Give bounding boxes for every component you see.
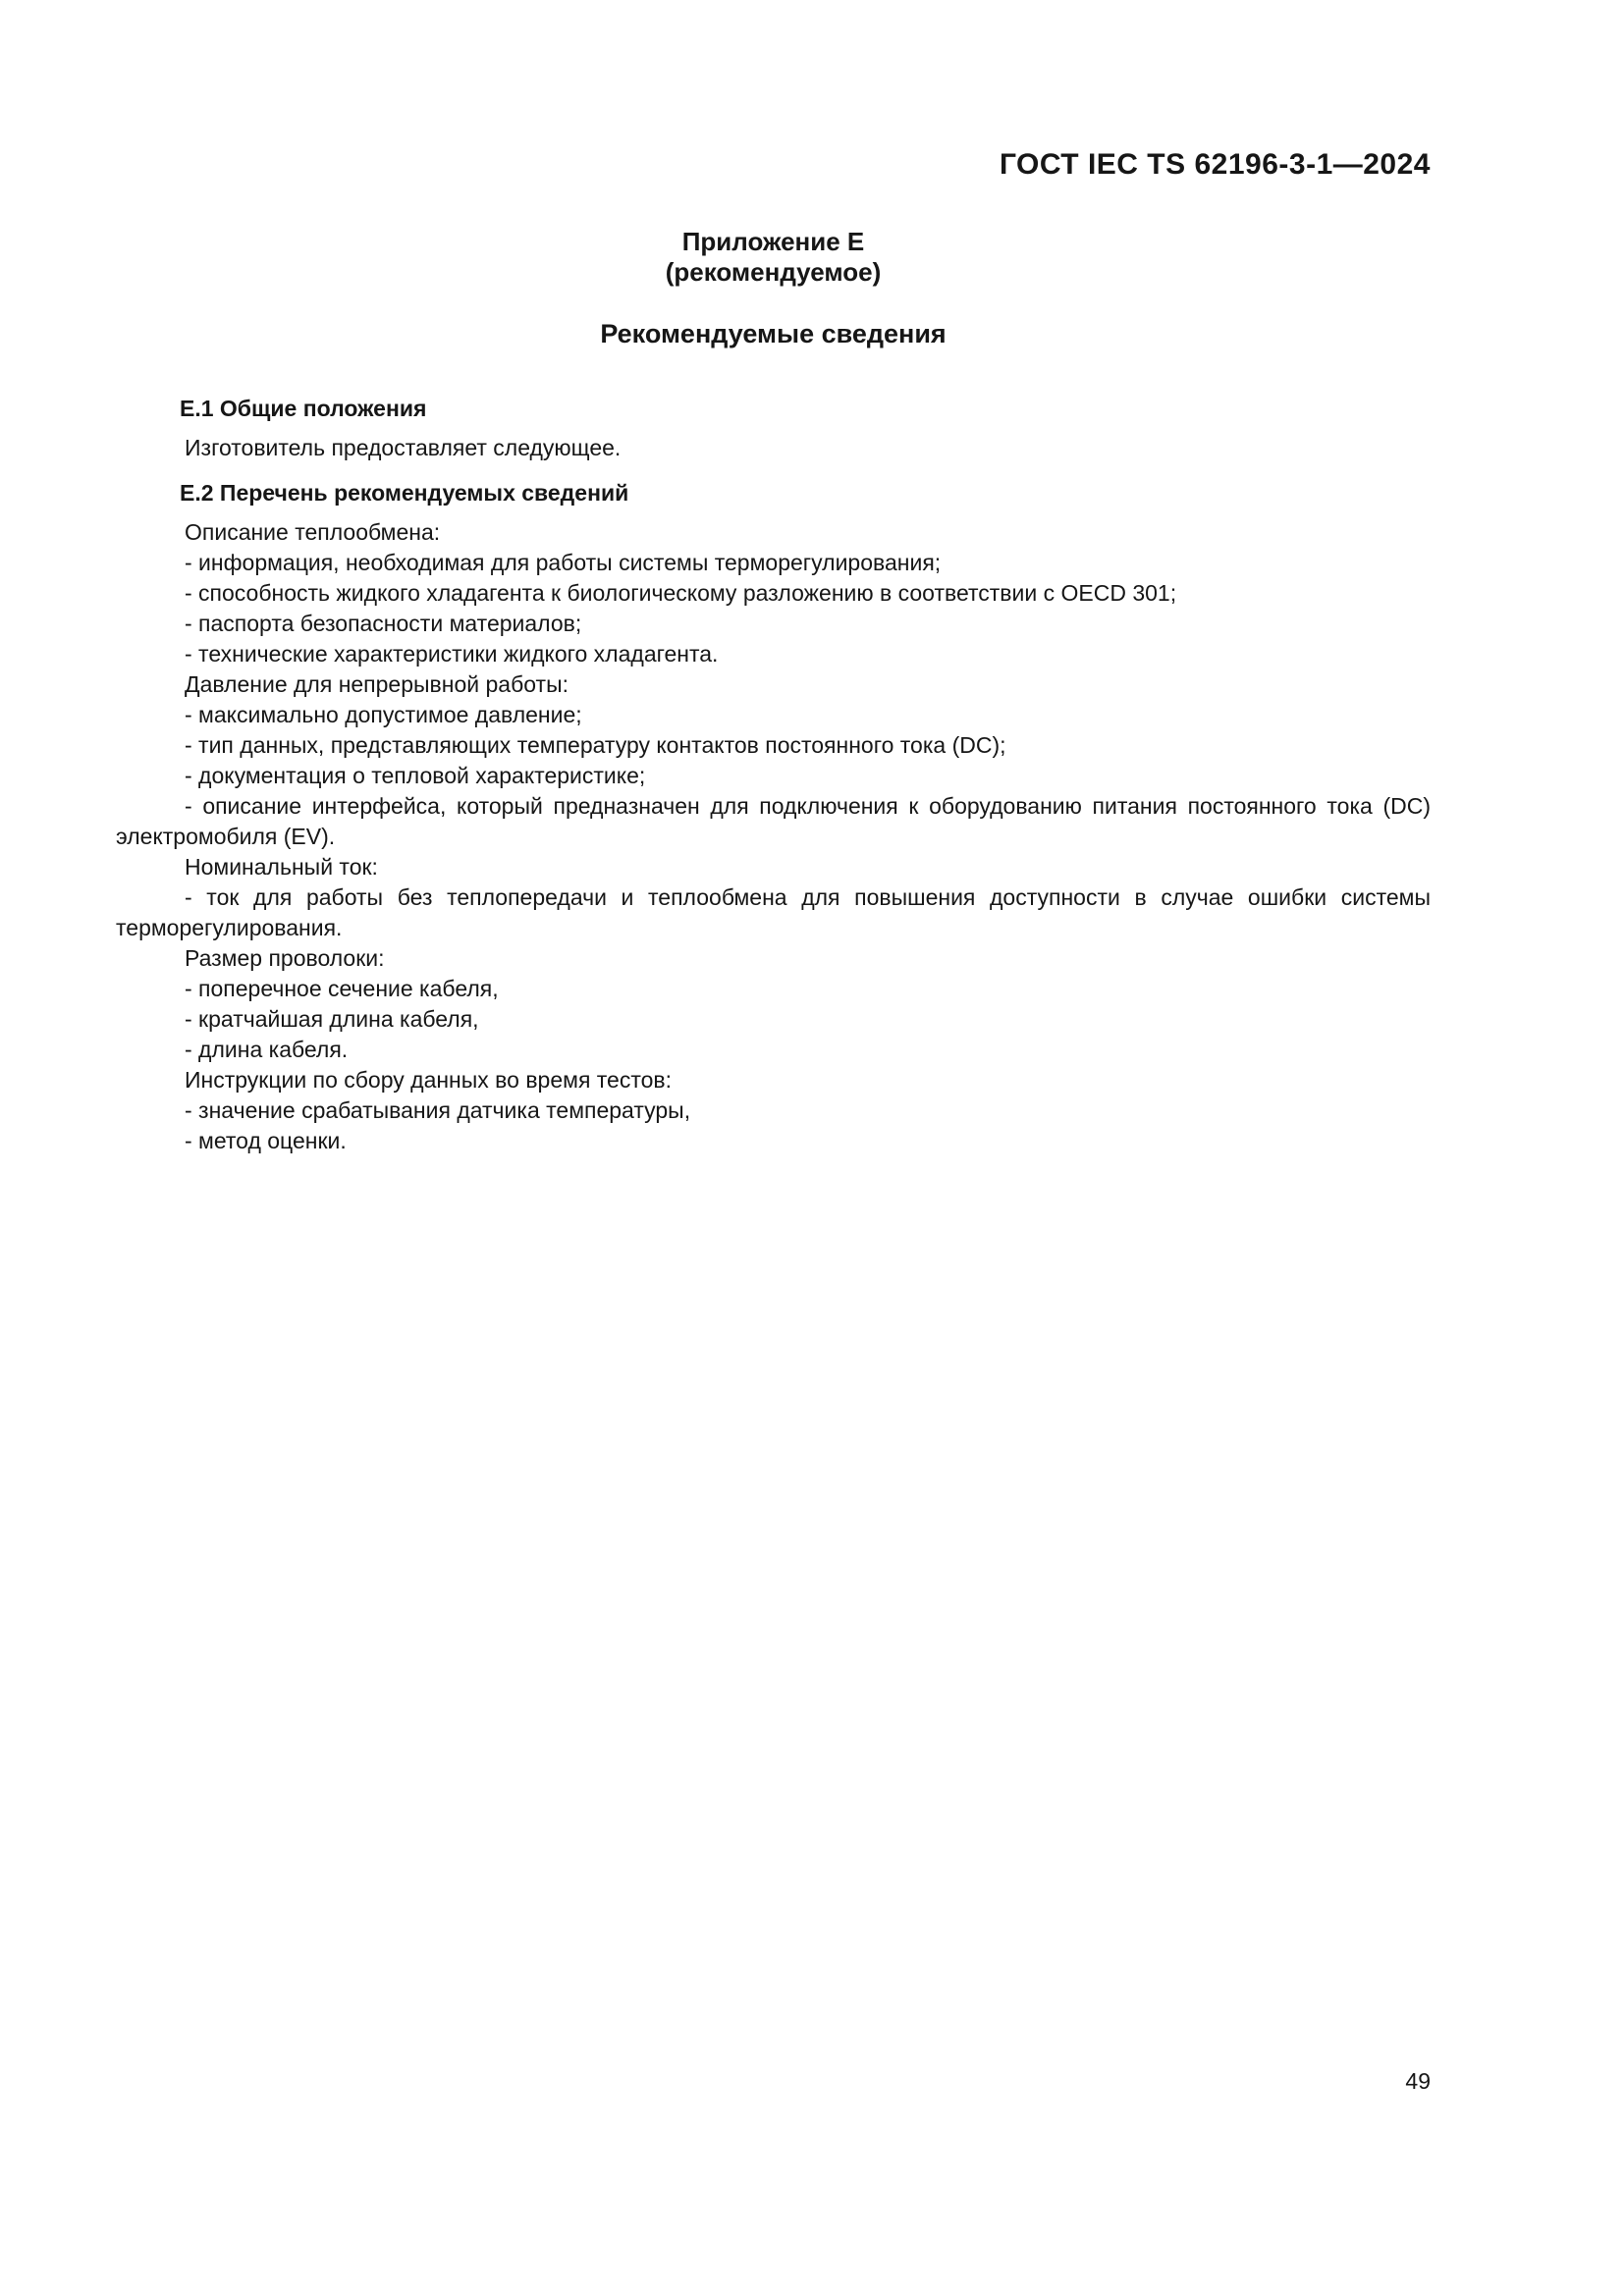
page-content	[116, 0, 1431, 1156]
list-item: - ток для работы без теплопередачи и теплообмена для повышения доступности в случае ошибки системы терморегулирования.	[116, 884, 1431, 940]
list-item: - документация о тепловой характеристике;	[185, 763, 646, 788]
list-item: - значение срабатывания датчика температуры,	[185, 1097, 691, 1123]
list-item: - информация, необходимая для работы системы терморегулирования;	[185, 550, 942, 575]
paragraph: Давление для непрерывной работы:	[185, 671, 568, 697]
list-item: - метод оценки.	[185, 1128, 347, 1153]
section-heading: Е.2 Перечень рекомендуемых сведений	[180, 480, 629, 506]
appendix-label-line2: (рекомендуемое)	[665, 257, 882, 287]
list-item: - длина кабеля.	[185, 1037, 349, 1062]
appendix-label-line1: Приложение Е	[681, 227, 865, 256]
appendix-title	[116, 227, 1431, 288]
list-item: - поперечное сечение кабеля,	[185, 976, 499, 1001]
list-item: - описание интерфейса, который предназначен для подключения к оборудованию питания постоянного тока (DC) электромобиля (EV).	[116, 793, 1431, 849]
paragraph: Инструкции по сбору данных во время тестов:	[185, 1067, 673, 1093]
paragraph: Описание теплообмена:	[185, 519, 441, 545]
list-item: - паспорта безопасности материалов;	[185, 611, 582, 636]
document-header-code: ГОСТ IEC TS 62196-3-1—2024	[999, 148, 1431, 181]
list-item: - кратчайшая длина кабеля,	[185, 1006, 479, 1032]
section-heading: Е.1 Общие положения	[180, 396, 427, 421]
appendix-subtitle: Рекомендуемые сведения	[600, 319, 947, 348]
list-item: - технические характеристики жидкого хладагента.	[185, 641, 719, 667]
paragraph: Изготовитель предоставляет следующее.	[185, 435, 622, 460]
page-number: 49	[1405, 2068, 1431, 2094]
paragraph: Номинальный ток:	[185, 854, 378, 880]
document-blocks	[116, 394, 1431, 1156]
paragraph: Размер проволоки:	[185, 945, 385, 971]
list-item: - тип данных, представляющих температуру контактов постоянного тока (DC);	[185, 732, 1006, 758]
list-item: - максимально допустимое давление;	[185, 702, 582, 727]
list-item: - способность жидкого хладагента к биологическому разложению в соответствии с OECD 301;	[185, 580, 1177, 606]
